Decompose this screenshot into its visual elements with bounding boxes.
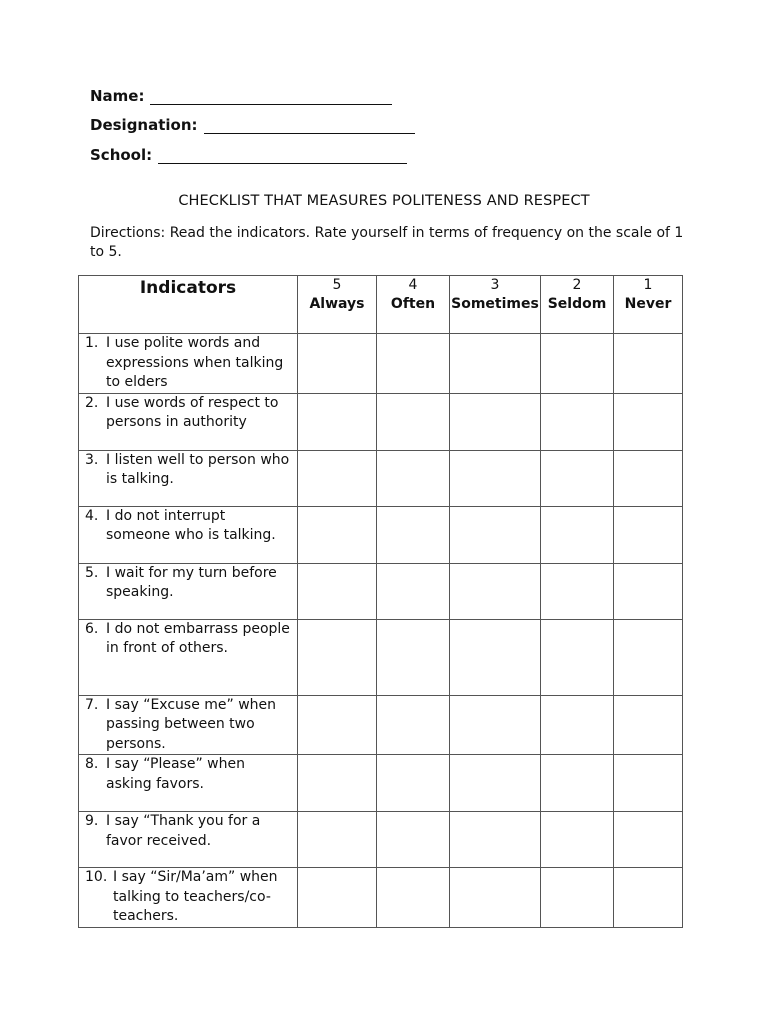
indicator-text: I say “Excuse me” when passing between two persons.	[106, 696, 277, 752]
rating-cell-2[interactable]	[541, 450, 614, 506]
rating-cell-3[interactable]	[450, 695, 541, 755]
name-label: Name:	[90, 86, 145, 105]
scale-word: Never	[624, 296, 672, 312]
rating-cell-3[interactable]	[450, 868, 541, 928]
school-blank[interactable]	[158, 145, 407, 164]
scale-number: 5	[332, 277, 342, 293]
rating-cell-1[interactable]	[614, 812, 683, 868]
indicator-text: I do not interrupt someone who is talking.	[106, 507, 276, 543]
rating-cell-2[interactable]	[541, 695, 614, 755]
indicator-text: I say “Thank you for a favor received.	[106, 813, 261, 849]
indicator-number: 7.	[85, 696, 99, 713]
rating-cell-1[interactable]	[614, 450, 683, 506]
checklist-title: CHECKLIST THAT MEASURES POLITENESS AND RESPECT	[178, 193, 590, 209]
indicator-cell	[79, 450, 298, 506]
rating-cell-3[interactable]	[450, 812, 541, 868]
name-blank[interactable]	[150, 86, 392, 105]
indicator-cell	[79, 506, 298, 563]
table-row	[79, 334, 683, 394]
scale-header-seldom	[541, 276, 614, 334]
school-field-row	[90, 134, 415, 164]
scale-number: 1	[643, 277, 653, 293]
indicator-number: 9.	[85, 813, 99, 829]
table-row	[79, 755, 683, 812]
rating-cell-5[interactable]	[298, 563, 377, 619]
designation-label: Designation:	[90, 116, 198, 134]
indicator-cell	[79, 619, 298, 695]
table-row	[79, 812, 683, 868]
indicator-cell	[79, 393, 298, 450]
rating-cell-4[interactable]	[377, 450, 450, 506]
indicator-number: 5.	[85, 564, 99, 581]
rating-cell-5[interactable]	[298, 868, 377, 928]
indicator-text: I wait for my turn before speaking.	[106, 564, 277, 600]
rating-cell-5[interactable]	[298, 393, 377, 450]
rating-cell-3[interactable]	[450, 506, 541, 563]
rating-cell-5[interactable]	[298, 812, 377, 868]
scale-number: 3	[490, 277, 500, 293]
designation-blank[interactable]	[204, 115, 415, 134]
rating-cell-1[interactable]	[614, 563, 683, 619]
rating-cell-3[interactable]	[450, 563, 541, 619]
header-row	[79, 276, 683, 334]
indicator-number: 6.	[85, 620, 99, 637]
scale-header-often	[377, 276, 450, 334]
rating-cell-4[interactable]	[377, 695, 450, 755]
rating-cell-2[interactable]	[541, 755, 614, 812]
rating-cell-5[interactable]	[298, 450, 377, 506]
school-label: School:	[90, 145, 153, 164]
indicator-text: I say “Please” when asking favors.	[106, 756, 245, 792]
indicator-number: 3.	[85, 451, 99, 468]
indicator-text: I say “Sir/Ma’am” when talking to teachers/co-teachers.	[113, 869, 278, 924]
scale-word: Sometimes	[451, 296, 539, 312]
rating-cell-4[interactable]	[377, 619, 450, 695]
rating-cell-1[interactable]	[614, 393, 683, 450]
indicator-number: 8.	[85, 756, 99, 772]
rating-cell-5[interactable]	[298, 506, 377, 563]
rating-cell-4[interactable]	[377, 868, 450, 928]
table-row	[79, 695, 683, 755]
rating-cell-5[interactable]	[298, 695, 377, 755]
indicator-text: I use polite words and expressions when talking to elders	[106, 335, 284, 390]
rating-cell-2[interactable]	[541, 868, 614, 928]
indicator-number: 1.	[85, 335, 99, 351]
indicator-cell	[79, 755, 298, 812]
rating-cell-2[interactable]	[541, 334, 614, 394]
indicator-number: 2.	[85, 394, 99, 411]
rating-cell-5[interactable]	[298, 334, 377, 394]
rating-cell-3[interactable]	[450, 619, 541, 695]
table-row	[79, 868, 683, 928]
indicator-text: I listen well to person who is talking.	[106, 451, 290, 487]
indicator-text: I do not embarrass people in front of others.	[106, 620, 290, 656]
scale-word: Seldom	[547, 296, 607, 312]
form-fields	[90, 75, 415, 164]
rating-cell-1[interactable]	[614, 334, 683, 394]
rating-cell-1[interactable]	[614, 868, 683, 928]
rating-cell-5[interactable]	[298, 755, 377, 812]
rating-cell-2[interactable]	[541, 812, 614, 868]
rating-cell-2[interactable]	[541, 563, 614, 619]
indicator-text: I use words of respect to persons in authority	[106, 394, 279, 430]
rating-cell-2[interactable]	[541, 619, 614, 695]
table-row	[79, 619, 683, 695]
rating-cell-4[interactable]	[377, 755, 450, 812]
table-row	[79, 506, 683, 563]
indicator-number: 10.	[85, 869, 108, 885]
name-field-row	[90, 75, 415, 105]
rating-cell-1[interactable]	[614, 755, 683, 812]
scale-word: Often	[390, 296, 436, 312]
rating-cell-5[interactable]	[298, 619, 377, 695]
indicator-cell	[79, 695, 298, 755]
indicator-cell	[79, 563, 298, 619]
rating-cell-1[interactable]	[614, 506, 683, 563]
table-row	[79, 450, 683, 506]
scale-number: 4	[408, 277, 418, 293]
rating-cell-1[interactable]	[614, 695, 683, 755]
rating-cell-4[interactable]	[377, 563, 450, 619]
rating-cell-1[interactable]	[614, 619, 683, 695]
rating-cell-3[interactable]	[450, 450, 541, 506]
rating-cell-2[interactable]	[541, 393, 614, 450]
scale-number: 2	[572, 277, 582, 293]
rating-cell-3[interactable]	[450, 393, 541, 450]
indicator-number: 4.	[85, 507, 99, 524]
rating-cell-4[interactable]	[377, 506, 450, 563]
scale-header-sometimes	[450, 276, 541, 334]
table-row	[79, 563, 683, 619]
indicators-header: Indicators	[79, 276, 298, 334]
table-row	[79, 393, 683, 450]
rating-cell-3[interactable]	[450, 334, 541, 394]
designation-field-row	[90, 105, 415, 135]
directions-text: Directions: Read the indicators. Rate yourself in terms of frequency on the scale of 1 to 5.	[90, 225, 684, 260]
scale-header-never	[614, 276, 683, 334]
scale-word: Always	[309, 296, 365, 312]
indicator-cell	[79, 812, 298, 868]
checklist-table	[78, 275, 683, 928]
rating-cell-4[interactable]	[377, 334, 450, 394]
rating-cell-2[interactable]	[541, 506, 614, 563]
scale-header-always	[298, 276, 377, 334]
indicator-cell	[79, 334, 298, 394]
rating-cell-4[interactable]	[377, 393, 450, 450]
indicator-cell	[79, 868, 298, 928]
rating-cell-4[interactable]	[377, 812, 450, 868]
rating-cell-3[interactable]	[450, 755, 541, 812]
